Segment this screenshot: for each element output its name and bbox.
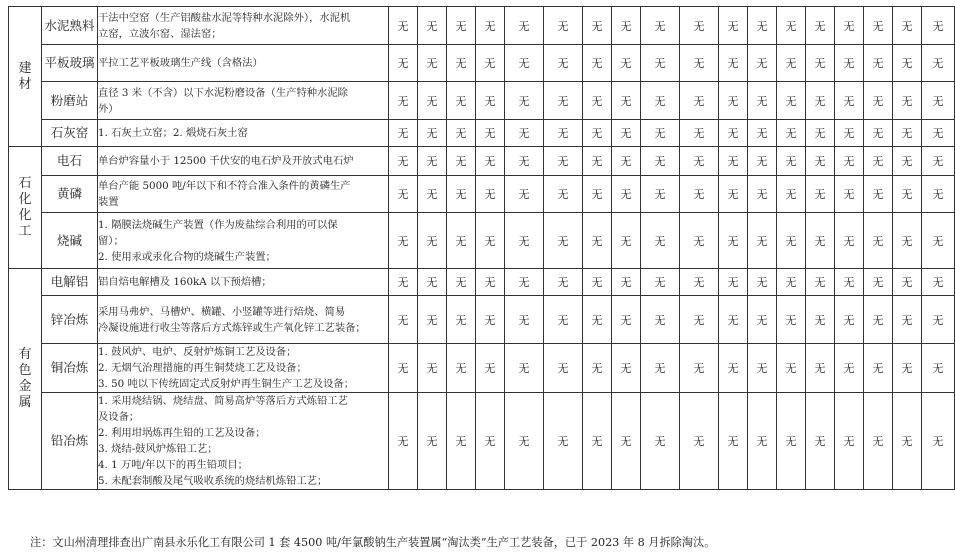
status-cell: 无 (476, 393, 505, 490)
status-cell: 无 (418, 269, 447, 296)
status-cell: 无 (641, 45, 680, 82)
status-cell: 无 (447, 45, 476, 82)
status-cell: 无 (418, 393, 447, 490)
table-row (9, 176, 955, 213)
status-cell: 无 (748, 82, 777, 120)
status-cell: 无 (544, 213, 583, 269)
description-line: 1. 采用烧结锅、烧结盘、简易高炉等落后方式炼铅工艺 (98, 395, 348, 407)
table-row (9, 82, 955, 120)
status-cell: 无 (505, 344, 544, 393)
status-cell: 无 (777, 176, 806, 213)
status-cell: 无 (583, 176, 612, 213)
status-cell: 无 (835, 393, 864, 490)
status-cell: 无 (864, 7, 893, 45)
status-cell: 无 (418, 344, 447, 393)
status-cell: 无 (864, 45, 893, 82)
status-cell: 无 (544, 393, 583, 490)
status-cell: 无 (612, 7, 641, 45)
status-cell: 无 (922, 296, 955, 344)
status-cell: 无 (389, 45, 418, 82)
description-line: 单台炉容量小于 12500 千伏安的电石炉及开放式电石炉 (98, 155, 354, 167)
process-description-cell (98, 269, 389, 296)
status-cell: 无 (418, 176, 447, 213)
status-cell: 无 (680, 45, 719, 82)
status-cell: 无 (719, 147, 748, 176)
status-cell: 无 (719, 296, 748, 344)
process-description-cell (98, 45, 389, 82)
status-cell: 无 (748, 393, 777, 490)
industry-cell: 石灰窑 (42, 120, 98, 147)
status-cell: 无 (612, 147, 641, 176)
status-cell: 无 (505, 147, 544, 176)
status-cell: 无 (583, 120, 612, 147)
status-cell: 无 (777, 393, 806, 490)
description-line: 平拉工艺平板玻璃生产线（含格法） (98, 57, 263, 69)
status-cell: 无 (777, 45, 806, 82)
status-cell: 无 (835, 82, 864, 120)
status-cell: 无 (680, 120, 719, 147)
status-cell: 无 (476, 120, 505, 147)
status-cell: 无 (505, 393, 544, 490)
status-cell: 无 (583, 82, 612, 120)
status-cell: 无 (641, 147, 680, 176)
status-cell: 无 (922, 147, 955, 176)
status-cell: 无 (641, 213, 680, 269)
category-label: 石化化工 (18, 175, 32, 239)
status-cell: 无 (719, 344, 748, 393)
status-cell: 无 (505, 213, 544, 269)
status-cell: 无 (389, 344, 418, 393)
status-cell: 无 (864, 344, 893, 393)
status-cell: 无 (583, 45, 612, 82)
status-cell: 无 (641, 296, 680, 344)
status-cell: 无 (680, 269, 719, 296)
status-cell: 无 (680, 213, 719, 269)
status-cell: 无 (719, 82, 748, 120)
status-cell: 无 (447, 7, 476, 45)
status-cell: 无 (389, 213, 418, 269)
status-cell: 无 (806, 147, 835, 176)
status-cell: 无 (835, 213, 864, 269)
description-line: 2. 使用汞或汞化合物的烧碱生产装置； (98, 250, 276, 263)
status-cell: 无 (476, 147, 505, 176)
status-cell: 无 (719, 269, 748, 296)
status-cell: 无 (777, 120, 806, 147)
status-cell: 无 (922, 344, 955, 393)
table-row (9, 147, 955, 176)
status-cell: 无 (806, 393, 835, 490)
industry-cell: 粉磨站 (42, 82, 98, 120)
industry-cell: 电解铝 (42, 269, 98, 296)
status-cell: 无 (864, 82, 893, 120)
status-cell: 无 (922, 82, 955, 120)
status-cell: 无 (777, 296, 806, 344)
category-label: 建材 (18, 60, 32, 92)
status-cell: 无 (583, 213, 612, 269)
status-cell: 无 (505, 120, 544, 147)
status-cell: 无 (612, 213, 641, 269)
status-cell: 无 (641, 82, 680, 120)
description-line: 4. 1 万吨/年以下的再生铅项目； (98, 459, 248, 471)
description-line: 铝自焙电解槽及 160kA 以下预焙槽； (98, 276, 272, 288)
industry-cell: 锌冶炼 (42, 296, 98, 344)
status-cell: 无 (777, 269, 806, 296)
table (8, 6, 955, 490)
status-cell: 无 (864, 213, 893, 269)
status-cell: 无 (864, 393, 893, 490)
status-cell: 无 (447, 296, 476, 344)
status-cell: 无 (748, 176, 777, 213)
status-cell: 无 (505, 45, 544, 82)
status-cell: 无 (447, 344, 476, 393)
status-cell: 无 (748, 120, 777, 147)
status-cell: 无 (777, 147, 806, 176)
status-cell: 无 (806, 45, 835, 82)
status-cell: 无 (389, 147, 418, 176)
status-cell: 无 (864, 269, 893, 296)
status-cell: 无 (748, 344, 777, 393)
status-cell: 无 (447, 176, 476, 213)
status-cell: 无 (719, 120, 748, 147)
process-description-cell (98, 120, 389, 147)
status-cell: 无 (544, 176, 583, 213)
status-cell: 无 (864, 147, 893, 176)
status-cell: 无 (922, 120, 955, 147)
status-cell: 无 (544, 120, 583, 147)
status-cell: 无 (641, 7, 680, 45)
status-cell: 无 (893, 213, 922, 269)
status-cell: 无 (612, 120, 641, 147)
process-description-cell (98, 147, 389, 176)
status-cell: 无 (505, 82, 544, 120)
status-cell: 无 (418, 296, 447, 344)
status-cell: 无 (583, 7, 612, 45)
status-cell: 无 (893, 82, 922, 120)
status-cell: 无 (806, 269, 835, 296)
status-cell: 无 (612, 393, 641, 490)
status-cell: 无 (893, 296, 922, 344)
industry-cell: 电石 (42, 147, 98, 176)
status-cell: 无 (583, 393, 612, 490)
status-cell: 无 (806, 82, 835, 120)
status-cell: 无 (893, 344, 922, 393)
status-cell: 无 (641, 269, 680, 296)
status-cell: 无 (389, 120, 418, 147)
description-line: 3. 50 吨以下传统固定式反射炉再生铜生产工艺及设备； (98, 378, 355, 390)
status-cell: 无 (719, 45, 748, 82)
status-cell: 无 (680, 296, 719, 344)
status-cell: 无 (835, 7, 864, 45)
status-cell: 无 (680, 82, 719, 120)
status-cell: 无 (476, 176, 505, 213)
status-cell: 无 (476, 7, 505, 45)
status-cell: 无 (447, 120, 476, 147)
status-cell: 无 (418, 45, 447, 82)
description-line: 及设备； (98, 411, 140, 423)
status-cell: 无 (389, 296, 418, 344)
status-cell: 无 (922, 7, 955, 45)
status-cell: 无 (447, 147, 476, 176)
status-cell: 无 (680, 344, 719, 393)
status-cell: 无 (777, 213, 806, 269)
status-cell: 无 (476, 344, 505, 393)
description-line: 1. 石灰土立窑；2. 煅烧石灰土窑 (98, 127, 248, 139)
status-cell: 无 (893, 269, 922, 296)
status-cell: 无 (748, 45, 777, 82)
status-cell: 无 (719, 393, 748, 490)
status-cell: 无 (835, 147, 864, 176)
status-cell: 无 (680, 7, 719, 45)
description-line: 外） (98, 102, 119, 115)
status-cell: 无 (893, 7, 922, 45)
status-cell: 无 (719, 176, 748, 213)
table-row (9, 269, 955, 296)
description-line: 直径 3 米（不含）以下水泥粉磨设备（生产特种水泥除 (98, 86, 348, 99)
status-cell: 无 (922, 176, 955, 213)
table-row (9, 393, 955, 490)
status-cell: 无 (447, 82, 476, 120)
status-cell: 无 (544, 7, 583, 45)
category-cell-nonferrous-metals (9, 269, 42, 490)
description-line: 留）； (98, 234, 124, 247)
status-cell: 无 (544, 344, 583, 393)
status-cell: 无 (612, 344, 641, 393)
status-cell: 无 (806, 296, 835, 344)
status-cell: 无 (389, 393, 418, 490)
status-cell: 无 (612, 82, 641, 120)
status-cell: 无 (806, 176, 835, 213)
status-cell: 无 (893, 45, 922, 82)
status-cell: 无 (544, 45, 583, 82)
industry-cell: 烧碱 (42, 213, 98, 269)
status-cell: 无 (777, 344, 806, 393)
table-row (9, 45, 955, 82)
table-row (9, 344, 955, 393)
status-cell: 无 (583, 296, 612, 344)
status-cell: 无 (505, 176, 544, 213)
category-cell-building-materials (9, 7, 42, 147)
description-line: 单台产能 5000 吨/年以下和不符合准入条件的黄磷生产 (98, 180, 351, 192)
industry-cell: 黄磷 (42, 176, 98, 213)
status-cell: 无 (777, 7, 806, 45)
process-description-cell (98, 176, 389, 213)
process-description-cell (98, 213, 389, 269)
description-line: 1. 鼓风炉、电炉、反射炉炼铜工艺及设备； (98, 346, 297, 358)
industry-cell: 平板玻璃 (42, 45, 98, 82)
description-line: 采用马弗炉、马槽炉、横罐、小竖罐等进行焙烧、简易 (98, 305, 346, 318)
status-cell: 无 (748, 147, 777, 176)
status-cell: 无 (418, 82, 447, 120)
status-cell: 无 (806, 344, 835, 393)
status-cell: 无 (583, 147, 612, 176)
status-cell: 无 (447, 269, 476, 296)
status-cell: 无 (864, 296, 893, 344)
industry-cell: 铜冶炼 (42, 344, 98, 393)
industry-cell: 水泥熟料 (42, 7, 98, 45)
category-cell-petrochemical (9, 147, 42, 269)
status-cell: 无 (476, 296, 505, 344)
status-cell: 无 (544, 296, 583, 344)
table-row (9, 296, 955, 344)
table-row (9, 120, 955, 147)
status-cell: 无 (835, 45, 864, 82)
status-cell: 无 (719, 213, 748, 269)
table-footnote: 注：文山州清理排查出广南县永乐化工有限公司 1 套 4500 吨/年氯酸钠生产装置属“淘汰类”生产工艺装备，已于 2023 年 8 月拆除淘汰。 (30, 536, 716, 549)
description-line: 立窑，立波尔窑、湿法窑； (98, 27, 222, 40)
status-cell: 无 (893, 120, 922, 147)
status-cell: 无 (476, 213, 505, 269)
status-cell: 无 (835, 344, 864, 393)
status-cell: 无 (476, 269, 505, 296)
phase-out-table (8, 6, 944, 531)
status-cell: 无 (680, 147, 719, 176)
status-cell: 无 (505, 269, 544, 296)
status-cell: 无 (893, 393, 922, 490)
status-cell: 无 (922, 269, 955, 296)
status-cell: 无 (641, 120, 680, 147)
status-cell: 无 (418, 120, 447, 147)
status-cell: 无 (544, 82, 583, 120)
description-line: 装置 (98, 196, 119, 208)
status-cell: 无 (748, 7, 777, 45)
status-cell: 无 (389, 7, 418, 45)
status-cell: 无 (864, 120, 893, 147)
status-cell: 无 (418, 7, 447, 45)
status-cell: 无 (835, 269, 864, 296)
status-cell: 无 (583, 269, 612, 296)
description-line: 1. 隔膜法烧碱生产装置（作为废盐综合利用的可以保 (98, 218, 338, 231)
status-cell: 无 (893, 147, 922, 176)
status-cell: 无 (835, 296, 864, 344)
status-cell: 无 (544, 147, 583, 176)
status-cell: 无 (641, 176, 680, 213)
status-cell: 无 (641, 393, 680, 490)
status-cell: 无 (447, 393, 476, 490)
status-cell: 无 (544, 269, 583, 296)
status-cell: 无 (447, 213, 476, 269)
description-line: 干法中空窑（生产铝酸盐水泥等特种水泥除外），水泥机 (98, 11, 351, 24)
process-description-cell (98, 296, 389, 344)
process-description-cell (98, 82, 389, 120)
process-description-cell (98, 344, 389, 393)
status-cell: 无 (748, 296, 777, 344)
process-description-cell (98, 393, 389, 490)
status-cell: 无 (806, 7, 835, 45)
status-cell: 无 (641, 344, 680, 393)
status-cell: 无 (476, 82, 505, 120)
industry-cell: 铅冶炼 (42, 393, 98, 490)
status-cell: 无 (922, 213, 955, 269)
category-label: 有色金属 (18, 347, 32, 410)
description-line: 3. 烧结-鼓风炉炼铅工艺； (98, 443, 218, 455)
status-cell: 无 (505, 296, 544, 344)
status-cell: 无 (389, 269, 418, 296)
status-cell: 无 (680, 176, 719, 213)
status-cell: 无 (835, 176, 864, 213)
status-cell: 无 (777, 82, 806, 120)
description-line: 2. 无烟气治理措施的再生铜焚烧工艺及设备； (98, 362, 307, 374)
table-row (9, 213, 955, 269)
status-cell: 无 (418, 147, 447, 176)
status-cell: 无 (922, 45, 955, 82)
status-cell: 无 (612, 176, 641, 213)
status-cell: 无 (835, 120, 864, 147)
description-line: 冷凝设施进行收尘等落后方式炼锌或生产氧化锌工艺装备； (98, 321, 366, 334)
status-cell: 无 (389, 176, 418, 213)
status-cell: 无 (505, 7, 544, 45)
status-cell: 无 (806, 213, 835, 269)
status-cell: 无 (476, 45, 505, 82)
status-cell: 无 (612, 296, 641, 344)
status-cell: 无 (806, 120, 835, 147)
status-cell: 无 (612, 269, 641, 296)
status-cell: 无 (922, 393, 955, 490)
status-cell: 无 (719, 7, 748, 45)
status-cell: 无 (893, 176, 922, 213)
status-cell: 无 (389, 82, 418, 120)
status-cell: 无 (864, 176, 893, 213)
status-cell: 无 (748, 213, 777, 269)
description-line: 2. 利用坩埚炼再生铅的工艺及设备； (98, 427, 266, 439)
table-row (9, 7, 955, 45)
description-line: 5. 未配套制酸及尾气吸收系统的烧结机炼铅工艺； (98, 475, 328, 487)
status-cell: 无 (748, 269, 777, 296)
status-cell: 无 (418, 213, 447, 269)
status-cell: 无 (680, 393, 719, 490)
status-cell: 无 (612, 45, 641, 82)
status-cell: 无 (583, 344, 612, 393)
process-description-cell (98, 7, 389, 45)
